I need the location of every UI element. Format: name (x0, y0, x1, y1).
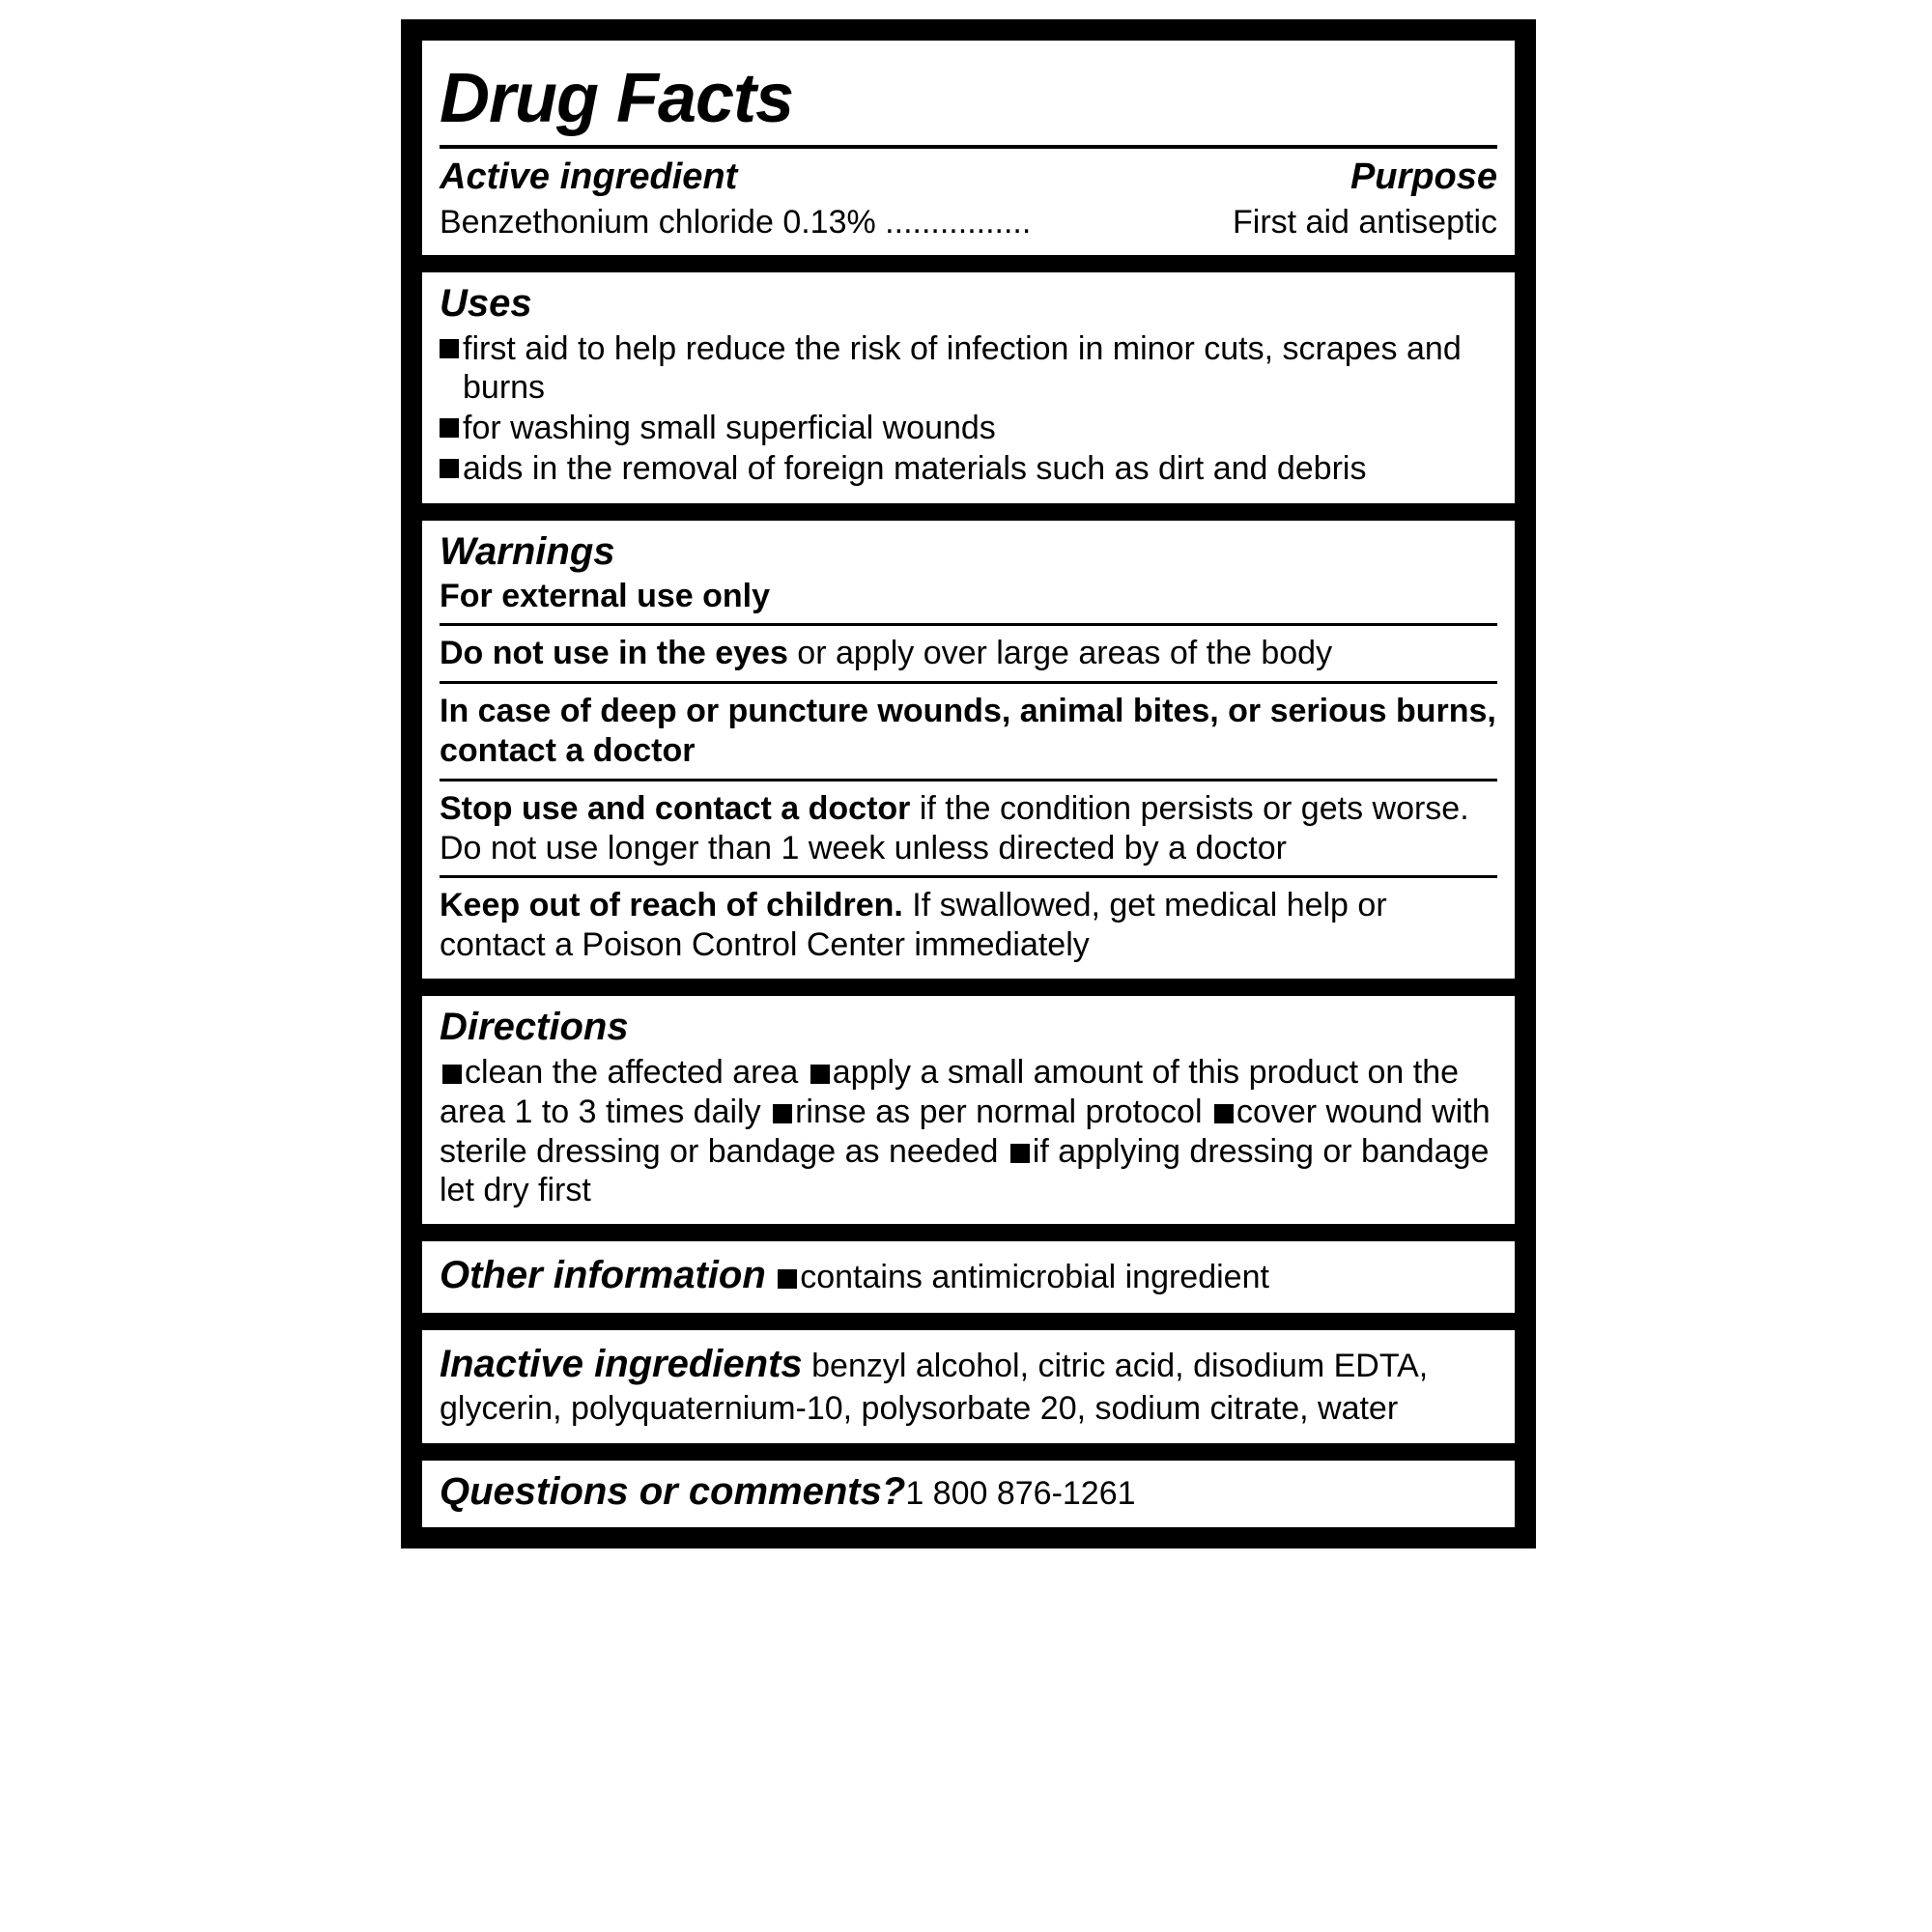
warning-entry (440, 634, 1497, 673)
directions-step: if applying dressing or bandage let dry first (440, 1132, 1490, 1209)
other-information-heading: Other information (440, 1254, 766, 1297)
directions-section (422, 996, 1515, 1224)
square-bullet-icon (442, 1065, 462, 1084)
directions-step: rinse as per normal protocol (795, 1093, 1203, 1130)
warning-entry-bold: Do not use in the eyes (440, 635, 788, 672)
warning-entry (440, 692, 1497, 771)
section-divider-1 (422, 255, 1515, 272)
drug-facts-label (401, 19, 1536, 1548)
square-bullet-icon (778, 1269, 797, 1289)
directions-body (440, 1053, 1497, 1210)
purpose-heading: Purpose (1350, 156, 1497, 197)
section-divider-3 (422, 979, 1515, 996)
warning-entry (440, 789, 1497, 868)
other-information-section (422, 1241, 1515, 1313)
warning-entry-bold: Keep out of reach of children. (440, 887, 903, 924)
title-divider (440, 145, 1497, 149)
section-divider-4 (422, 1224, 1515, 1241)
list-item (440, 409, 1497, 447)
directions-step: clean the affected area (465, 1054, 799, 1092)
page-title: Drug Facts (440, 60, 794, 137)
active-ingredient-value: Benzethonium chloride 0.13% ................ (440, 204, 1032, 241)
inactive-ingredients-row (440, 1340, 1497, 1430)
title-section (422, 41, 1515, 255)
active-ingredient-heading: Active ingredient (440, 156, 738, 197)
uses-list (440, 329, 1497, 488)
questions-section (422, 1461, 1515, 1527)
square-bullet-icon (810, 1065, 830, 1084)
list-item (440, 449, 1497, 488)
uses-item-text: for washing small superficial wounds (463, 410, 996, 447)
other-information-row (440, 1251, 1497, 1299)
square-bullet-icon (440, 339, 459, 358)
warnings-external-use: For external use only (440, 578, 770, 615)
warnings-section (422, 521, 1515, 979)
square-bullet-icon (1214, 1104, 1234, 1123)
questions-phone: 1 800 876-1261 (905, 1474, 1136, 1512)
questions-heading: Questions or comments? (440, 1469, 906, 1513)
warning-divider (440, 875, 1497, 878)
section-divider-5 (422, 1313, 1515, 1330)
inactive-ingredients-heading: Inactive ingredients (440, 1343, 803, 1386)
inactive-ingredients-section (422, 1330, 1515, 1443)
warning-divider (440, 779, 1497, 781)
other-information-text: contains antimicrobial ingredient (800, 1259, 1269, 1296)
active-ingredient-headings (440, 156, 1497, 198)
warning-divider (440, 681, 1497, 684)
questions-row (440, 1470, 1497, 1514)
uses-item-text: first aid to help reduce the risk of infection in minor cuts, scrapes and burns (463, 330, 1462, 407)
directions-step: apply a small amount of this product on the area 1 to 3 times daily (440, 1054, 1460, 1130)
uses-item-text: aids in the removal of foreign materials such as dirt and debris (463, 450, 1367, 488)
section-divider-6 (422, 1443, 1515, 1461)
label-inner (422, 41, 1515, 1527)
list-item (440, 329, 1497, 407)
warning-entry-rest: If swallowed, get medical help or contact a Poison Control Center immediately (440, 887, 1387, 964)
warning-divider (440, 623, 1497, 626)
active-ingredient-row (440, 204, 1497, 242)
section-divider-2 (422, 503, 1515, 521)
uses-heading: Uses (440, 282, 532, 325)
square-bullet-icon (773, 1104, 792, 1123)
purpose-value: First aid antiseptic (1233, 204, 1497, 241)
warning-entry-rest: if the condition persists or gets worse. Do not use longer than 1 week unless directed by a doctor (440, 789, 1469, 867)
warnings-heading: Warnings (440, 530, 615, 574)
inactive-ingredients-text: benzyl alcohol, citric acid, disodium EDTA, glycerin, polyquaternium-10, polysorbate 20, sodium citrate, water (440, 1348, 1429, 1428)
square-bullet-icon (1010, 1144, 1030, 1163)
warning-entry (440, 886, 1497, 965)
warning-entry-bold: Stop use and contact a doctor (440, 789, 911, 827)
uses-section (422, 272, 1515, 503)
square-bullet-icon (440, 418, 459, 438)
square-bullet-icon (440, 459, 459, 478)
directions-step: cover wound with sterile dressing or bandage as needed (440, 1093, 1491, 1170)
directions-heading: Directions (440, 1006, 629, 1049)
warning-entry-rest: or apply over large areas of the body (787, 635, 1333, 672)
warning-entry-bold: In case of deep or puncture wounds, animal bites, or serious burns, contact a doctor (440, 693, 1496, 770)
